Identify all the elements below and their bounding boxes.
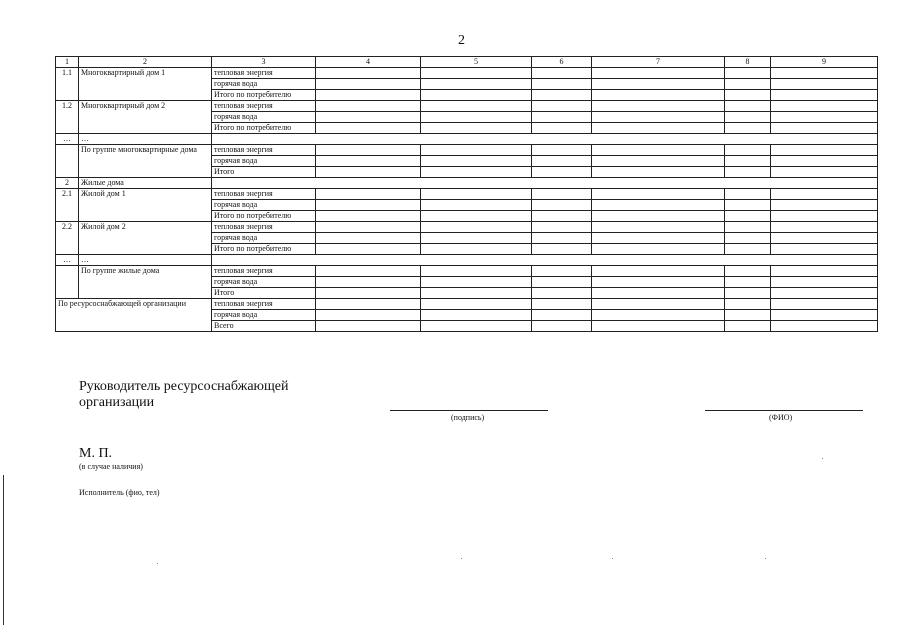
value-cell (532, 101, 592, 112)
value-cell (316, 167, 421, 178)
value-cell (421, 189, 532, 200)
value-cell (592, 321, 725, 332)
value-cell (771, 90, 878, 101)
row-item: горячая вода (212, 277, 316, 288)
value-cell (771, 277, 878, 288)
value-cell (771, 123, 878, 134)
value-cell (421, 277, 532, 288)
blank-cell (212, 178, 878, 189)
value-cell (771, 167, 878, 178)
scan-speck (765, 558, 766, 559)
value-cell (532, 156, 592, 167)
row-item: тепловая энергия (212, 101, 316, 112)
value-cell (771, 288, 878, 299)
table-row (56, 266, 878, 277)
value-cell (725, 277, 771, 288)
table-row (56, 189, 878, 200)
row-item: Итого по потребителю (212, 90, 316, 101)
value-cell (316, 156, 421, 167)
row-item: тепловая энергия (212, 222, 316, 233)
scan-speck (612, 558, 613, 559)
value-cell (532, 233, 592, 244)
row-name: … (79, 134, 212, 145)
value-cell (592, 68, 725, 79)
signature-caption: (подпись) (451, 413, 485, 422)
value-cell (421, 68, 532, 79)
row-number: 1.1 (56, 68, 79, 101)
value-cell (316, 68, 421, 79)
value-cell (421, 112, 532, 123)
head-title-line: Руководитель ресурсоснабжающей (79, 379, 289, 394)
row-item: Итого по потребителю (212, 211, 316, 222)
value-cell (771, 299, 878, 310)
row-name: … (79, 255, 212, 266)
value-cell (421, 101, 532, 112)
row-name: Жилой дом 1 (79, 189, 212, 222)
row-item: Всего (212, 321, 316, 332)
value-cell (316, 211, 421, 222)
value-cell (592, 156, 725, 167)
column-header: 4 (316, 57, 421, 68)
value-cell (421, 200, 532, 211)
value-cell (725, 222, 771, 233)
value-cell (592, 90, 725, 101)
value-cell (421, 156, 532, 167)
value-cell (532, 79, 592, 90)
value-cell (532, 299, 592, 310)
value-cell (771, 79, 878, 90)
row-name: Многоквартирный дом 2 (79, 101, 212, 134)
value-cell (771, 233, 878, 244)
name-line (705, 410, 863, 411)
name-caption: (ФИО) (769, 413, 793, 422)
value-cell (532, 288, 592, 299)
value-cell (725, 266, 771, 277)
table-row (56, 255, 878, 266)
value-cell (316, 189, 421, 200)
value-cell (771, 68, 878, 79)
value-cell (592, 145, 725, 156)
head-title-line: организации (79, 395, 155, 410)
page-number: 2 (458, 33, 465, 48)
value-cell (725, 112, 771, 123)
value-cell (725, 200, 771, 211)
scan-margin-line (3, 475, 4, 625)
value-cell (592, 112, 725, 123)
value-cell (532, 167, 592, 178)
value-cell (316, 244, 421, 255)
value-cell (725, 211, 771, 222)
column-header: 9 (771, 57, 878, 68)
row-item: горячая вода (212, 112, 316, 123)
value-cell (421, 211, 532, 222)
value-cell (316, 145, 421, 156)
value-cell (592, 233, 725, 244)
value-cell (421, 145, 532, 156)
row-item: горячая вода (212, 310, 316, 321)
scan-speck (461, 558, 462, 559)
row-item: Итого (212, 288, 316, 299)
value-cell (771, 200, 878, 211)
row-number: … (56, 134, 79, 145)
value-cell (532, 266, 592, 277)
value-cell (592, 299, 725, 310)
value-cell (421, 79, 532, 90)
row-item: тепловая энергия (212, 189, 316, 200)
scan-speck (157, 563, 158, 564)
scan-speck (822, 458, 823, 459)
row-item: тепловая энергия (212, 68, 316, 79)
value-cell (592, 123, 725, 134)
row-item: горячая вода (212, 200, 316, 211)
row-item: тепловая энергия (212, 299, 316, 310)
value-cell (771, 112, 878, 123)
value-cell (532, 222, 592, 233)
row-item: горячая вода (212, 79, 316, 90)
value-cell (592, 189, 725, 200)
value-cell (592, 244, 725, 255)
row-name: По ресурсоснабжающей организации (56, 299, 212, 332)
table-row (56, 68, 878, 79)
value-cell (316, 310, 421, 321)
row-item: Итого по потребителю (212, 244, 316, 255)
value-cell (592, 101, 725, 112)
value-cell (532, 145, 592, 156)
value-cell (592, 167, 725, 178)
value-cell (592, 222, 725, 233)
value-cell (316, 112, 421, 123)
value-cell (592, 277, 725, 288)
blank-cell (212, 134, 878, 145)
value-cell (316, 222, 421, 233)
value-cell (316, 321, 421, 332)
row-number: 1.2 (56, 101, 79, 134)
value-cell (592, 211, 725, 222)
row-item: тепловая энергия (212, 145, 316, 156)
row-number: 2 (56, 178, 79, 189)
value-cell (532, 200, 592, 211)
row-name: По группе многоквартирные дома (79, 145, 212, 178)
value-cell (421, 167, 532, 178)
value-cell (725, 299, 771, 310)
value-cell (316, 123, 421, 134)
column-header: 5 (421, 57, 532, 68)
value-cell (725, 310, 771, 321)
value-cell (592, 310, 725, 321)
row-number: 2.1 (56, 189, 79, 222)
value-cell (725, 189, 771, 200)
value-cell (316, 90, 421, 101)
value-cell (725, 156, 771, 167)
table-row (56, 178, 878, 189)
value-cell (316, 277, 421, 288)
table-row (56, 101, 878, 112)
value-cell (421, 321, 532, 332)
value-cell (771, 189, 878, 200)
value-cell (532, 90, 592, 101)
value-cell (421, 299, 532, 310)
value-cell (316, 288, 421, 299)
blank-cell (212, 255, 878, 266)
value-cell (725, 321, 771, 332)
value-cell (316, 233, 421, 244)
value-cell (771, 211, 878, 222)
column-header: 6 (532, 57, 592, 68)
value-cell (532, 277, 592, 288)
row-number: 2.2 (56, 222, 79, 255)
value-cell (316, 101, 421, 112)
column-header: 1 (56, 57, 79, 68)
row-number (56, 266, 79, 299)
stamp-note: (в случае наличия) (79, 462, 143, 471)
value-cell (316, 299, 421, 310)
value-cell (725, 101, 771, 112)
value-cell (592, 266, 725, 277)
value-cell (532, 321, 592, 332)
row-name: Жилые дома (79, 178, 212, 189)
row-number (56, 145, 79, 178)
table-row (56, 145, 878, 156)
value-cell (421, 288, 532, 299)
value-cell (532, 211, 592, 222)
performer-label: Исполнитель (фио, тел) (79, 488, 160, 497)
column-header: 7 (592, 57, 725, 68)
value-cell (771, 310, 878, 321)
value-cell (421, 244, 532, 255)
value-cell (771, 156, 878, 167)
value-cell (421, 222, 532, 233)
value-cell (771, 321, 878, 332)
row-number: … (56, 255, 79, 266)
table-header-row (56, 57, 878, 68)
column-header: 8 (725, 57, 771, 68)
row-name: Жилой дом 2 (79, 222, 212, 255)
value-cell (725, 123, 771, 134)
value-cell (725, 167, 771, 178)
value-cell (316, 266, 421, 277)
value-cell (421, 266, 532, 277)
value-cell (592, 79, 725, 90)
value-cell (725, 90, 771, 101)
value-cell (421, 310, 532, 321)
signature-line (390, 410, 548, 411)
value-cell (532, 310, 592, 321)
value-cell (771, 145, 878, 156)
value-cell (532, 123, 592, 134)
value-cell (771, 266, 878, 277)
value-cell (771, 244, 878, 255)
value-cell (532, 189, 592, 200)
value-cell (421, 233, 532, 244)
value-cell (592, 288, 725, 299)
table-row (56, 134, 878, 145)
value-cell (592, 200, 725, 211)
value-cell (771, 222, 878, 233)
value-cell (532, 112, 592, 123)
row-item: тепловая энергия (212, 266, 316, 277)
column-header: 2 (79, 57, 212, 68)
column-header: 3 (212, 57, 316, 68)
row-item: горячая вода (212, 233, 316, 244)
value-cell (532, 68, 592, 79)
row-item: Итого по потребителю (212, 123, 316, 134)
value-cell (421, 90, 532, 101)
table-row (56, 299, 878, 310)
value-cell (725, 233, 771, 244)
report-table (55, 56, 878, 332)
value-cell (725, 79, 771, 90)
table-row (56, 222, 878, 233)
value-cell (725, 68, 771, 79)
value-cell (771, 101, 878, 112)
value-cell (532, 244, 592, 255)
value-cell (421, 123, 532, 134)
stamp-label: М. П. (79, 446, 113, 461)
row-item: Итого (212, 167, 316, 178)
value-cell (725, 145, 771, 156)
head-title (79, 379, 289, 411)
value-cell (316, 79, 421, 90)
row-name: Многоквартирный дом 1 (79, 68, 212, 101)
value-cell (316, 200, 421, 211)
row-name: По группе жилые дома (79, 266, 212, 299)
row-item: горячая вода (212, 156, 316, 167)
value-cell (725, 244, 771, 255)
value-cell (725, 288, 771, 299)
